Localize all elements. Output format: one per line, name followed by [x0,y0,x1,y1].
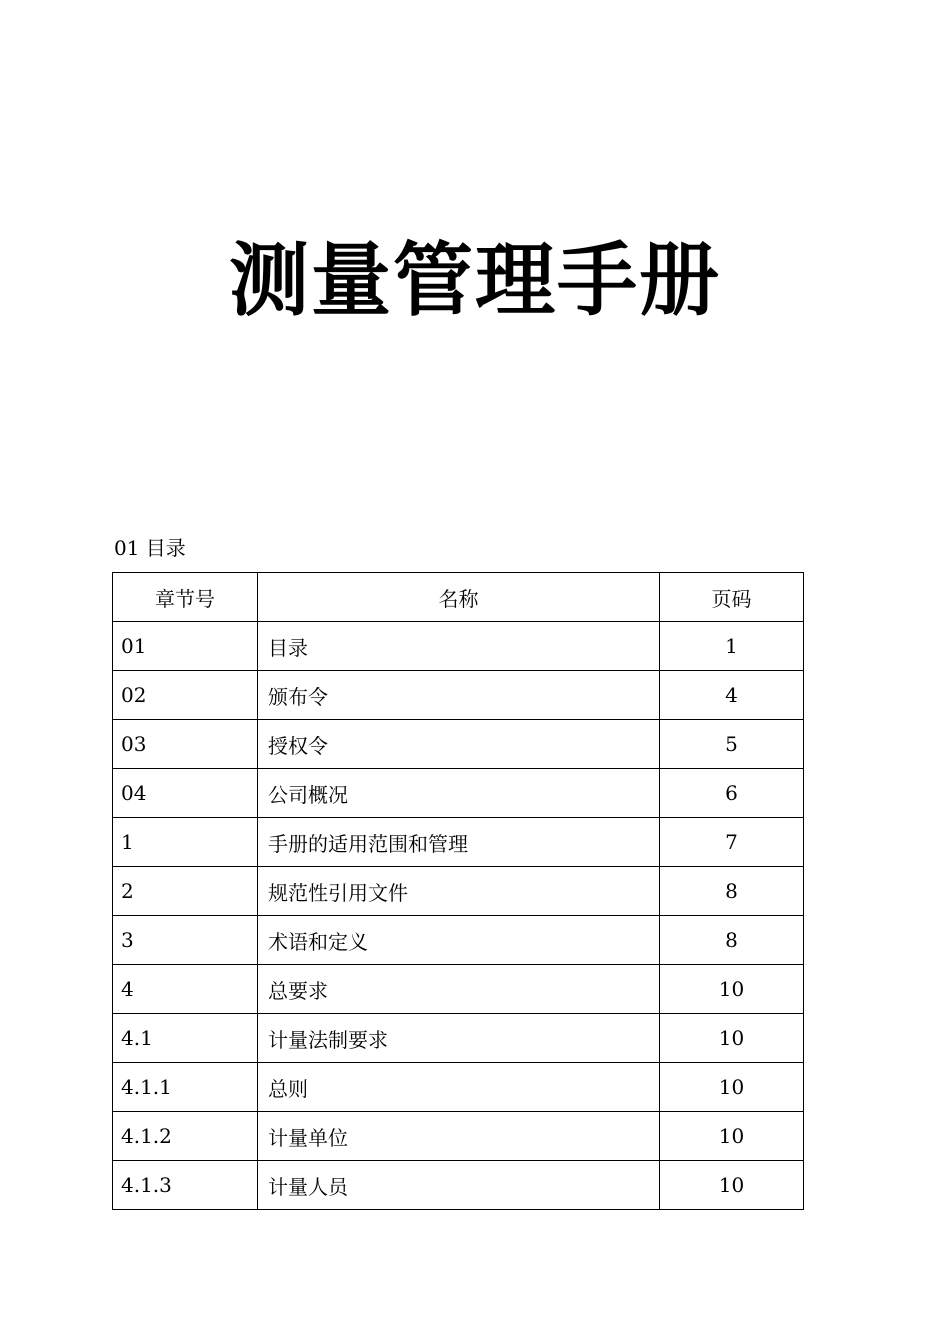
table-row [113,1112,804,1161]
toc-cell-page: 8 [660,867,804,916]
toc-cell-chapter: 03 [113,720,258,769]
toc-cell-name: 公司概况 [258,769,660,818]
table-row [113,1161,804,1210]
table-row [113,622,804,671]
toc-cell-page: 5 [660,720,804,769]
toc-cell-name: 颁布令 [258,671,660,720]
toc-body [113,622,804,1210]
toc-cell-name: 授权令 [258,720,660,769]
toc-cell-chapter: 4.1.2 [113,1112,258,1161]
toc-cell-name: 计量单位 [258,1112,660,1161]
header-page: 页码 [660,573,804,622]
toc-cell-page: 8 [660,916,804,965]
toc-cell-name: 规范性引用文件 [258,867,660,916]
header-name: 名称 [258,573,660,622]
table-row [113,1063,804,1112]
toc-cell-page: 7 [660,818,804,867]
document-title: 测量管理手册 [229,233,721,327]
toc-cell-page: 10 [660,1014,804,1063]
table-row [113,818,804,867]
table-row [113,867,804,916]
toc-table [112,572,804,1210]
toc-cell-chapter: 4.1.3 [113,1161,258,1210]
toc-cell-name: 总则 [258,1063,660,1112]
toc-cell-name: 目录 [258,622,660,671]
section-heading: 01 目录 [114,536,186,560]
toc-cell-name: 计量法制要求 [258,1014,660,1063]
table-row [113,965,804,1014]
toc-cell-page: 10 [660,1112,804,1161]
table-row [113,769,804,818]
toc-cell-page: 4 [660,671,804,720]
toc-cell-chapter: 4.1 [113,1014,258,1063]
toc-cell-chapter: 04 [113,769,258,818]
toc-cell-chapter: 02 [113,671,258,720]
toc-cell-chapter: 01 [113,622,258,671]
toc-header-row [113,573,804,622]
toc-cell-name: 术语和定义 [258,916,660,965]
toc-cell-name: 总要求 [258,965,660,1014]
table-row [113,720,804,769]
toc-cell-name: 手册的适用范围和管理 [258,818,660,867]
toc-cell-page: 10 [660,1063,804,1112]
toc-cell-chapter: 4 [113,965,258,1014]
header-chapter: 章节号 [113,573,258,622]
toc-cell-page: 10 [660,965,804,1014]
toc-cell-page: 6 [660,769,804,818]
toc-cell-name: 计量人员 [258,1161,660,1210]
toc-cell-page: 1 [660,622,804,671]
table-row [113,916,804,965]
table-row [113,671,804,720]
toc-cell-chapter: 2 [113,867,258,916]
table-row [113,1014,804,1063]
toc-cell-chapter: 3 [113,916,258,965]
toc-cell-page: 10 [660,1161,804,1210]
toc-cell-chapter: 1 [113,818,258,867]
toc-cell-chapter: 4.1.1 [113,1063,258,1112]
